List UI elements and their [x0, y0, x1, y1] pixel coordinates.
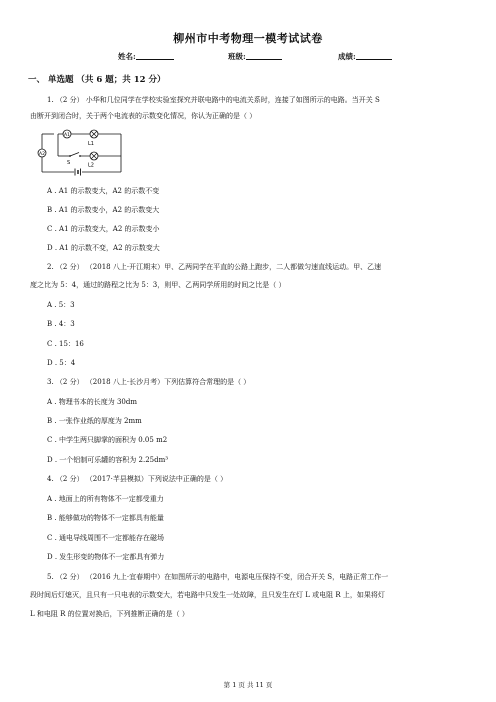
question-5-line-2: 段时间后灯熄灭，且只有一只电表的示数变大，若电路中只发生一处故障，且只发生在灯 L 或电阻 R 上，如果将灯 — [30, 591, 385, 599]
ammeter-a1-icon — [63, 130, 71, 138]
question-1-option-b: B . A1 的示数变小，A2 的示数变大 — [47, 206, 160, 214]
question-4-option-a: A . 地面上的所有物体不一定都受重力 — [47, 495, 164, 503]
question-3-line-1: 3. （2 分） （2018 八上·长沙月考）下列估算符合常理的是（ ） — [47, 378, 251, 386]
question-2-option-a: A . 5：3 — [47, 301, 75, 309]
class-label: 班级: — [228, 52, 246, 61]
question-2-line-2: 度之比为 5：4，通过的路程之比为 5：3，则甲、乙两同学所用的时间之比是（ ） — [30, 281, 286, 289]
question-4-option-d: D . 发生形变的物体不一定都具有弹力 — [47, 553, 165, 561]
question-4-line-1: 4. （2 分） （2017·芊县模拟）下列说法中正确的是（ ） — [47, 475, 228, 483]
battery-icon — [74, 168, 82, 176]
page-title: 柳州市中考物理一模考试试卷 — [173, 32, 323, 45]
question-2-line-1: 2. （2 分） （2018 八上·开江期末）甲、乙两同学在平直的公路上跑步，二人都做匀速直线运动。甲、乙速 — [47, 263, 382, 271]
question-5-line-1: 5. （2 分） （2016 九上·宜春期中）在如图所示的电路中，电源电压保持不变，闭合开关 S，电路正常工作一 — [47, 573, 389, 581]
switch-s-label: S — [67, 160, 71, 166]
name-blank — [136, 51, 174, 60]
section-heading: 一、 单选题 （共 6 题；共 12 分） — [28, 75, 166, 85]
class-blank — [246, 51, 282, 60]
name-label: 姓名: — [118, 52, 136, 61]
question-1-line-1: 1. （2 分） 小华和几位同学在学校实验室探究并联电路中的电流关系时，连接了如图所示的电路。当开关 S — [47, 96, 380, 104]
question-5-line-3: L 和电阻 R 的位置对换后，下列推断正确的是（ ） — [30, 610, 189, 618]
ammeter-a2-icon — [38, 149, 46, 157]
question-2-option-b: B . 4：3 — [47, 320, 75, 328]
switch-s-icon — [69, 153, 81, 157]
lamp-l2-icon — [90, 152, 98, 160]
ammeter-a2-label: A2 — [39, 152, 45, 157]
question-3-option-c: C . 中学生两只脚掌的面积为 0.05 m2 — [47, 436, 168, 444]
lamp-l1-icon — [90, 130, 98, 138]
score-label: 成绩: — [338, 52, 356, 61]
question-3-option-b: B . 一张作业纸的厚度为 2mm — [47, 417, 142, 425]
question-2-option-d: D . 5：4 — [47, 359, 76, 367]
circuit-diagram-1 — [36, 126, 132, 178]
score-blank — [356, 51, 392, 60]
page-footer: 第 1 页 共 11 页 — [223, 681, 273, 689]
ammeter-a1-label: A1 — [64, 133, 70, 138]
lamp-l1-label: L1 — [88, 141, 94, 147]
lamp-l2-label: L2 — [88, 162, 94, 169]
question-3-option-d: D . 一个铝制可乐罐的容积为 2.25dm³ — [47, 456, 169, 464]
question-1-line-2: 由断开到闭合时，关于两个电流表的示数变化情况，你认为正确的是（ ） — [30, 112, 257, 120]
score-field — [338, 51, 392, 62]
question-1-option-d: D . A1 的示数不变，A2 的示数变大 — [47, 244, 160, 252]
question-4-option-c: C . 通电导线周围不一定都能存在磁场 — [47, 534, 165, 542]
question-1-option-a: A . A1 的示数变大，A2 的示数不变 — [47, 187, 160, 195]
class-field — [228, 51, 282, 62]
question-2-option-c: C . 15：16 — [47, 340, 84, 348]
name-field — [118, 51, 174, 62]
question-4-option-b: B . 能够做功的物体不一定都具有能量 — [47, 514, 164, 522]
question-1-option-c: C . A1 的示数变大，A2 的示数变小 — [47, 225, 160, 233]
question-3-option-a: A . 物理书本的长度为 30dm — [47, 398, 137, 406]
